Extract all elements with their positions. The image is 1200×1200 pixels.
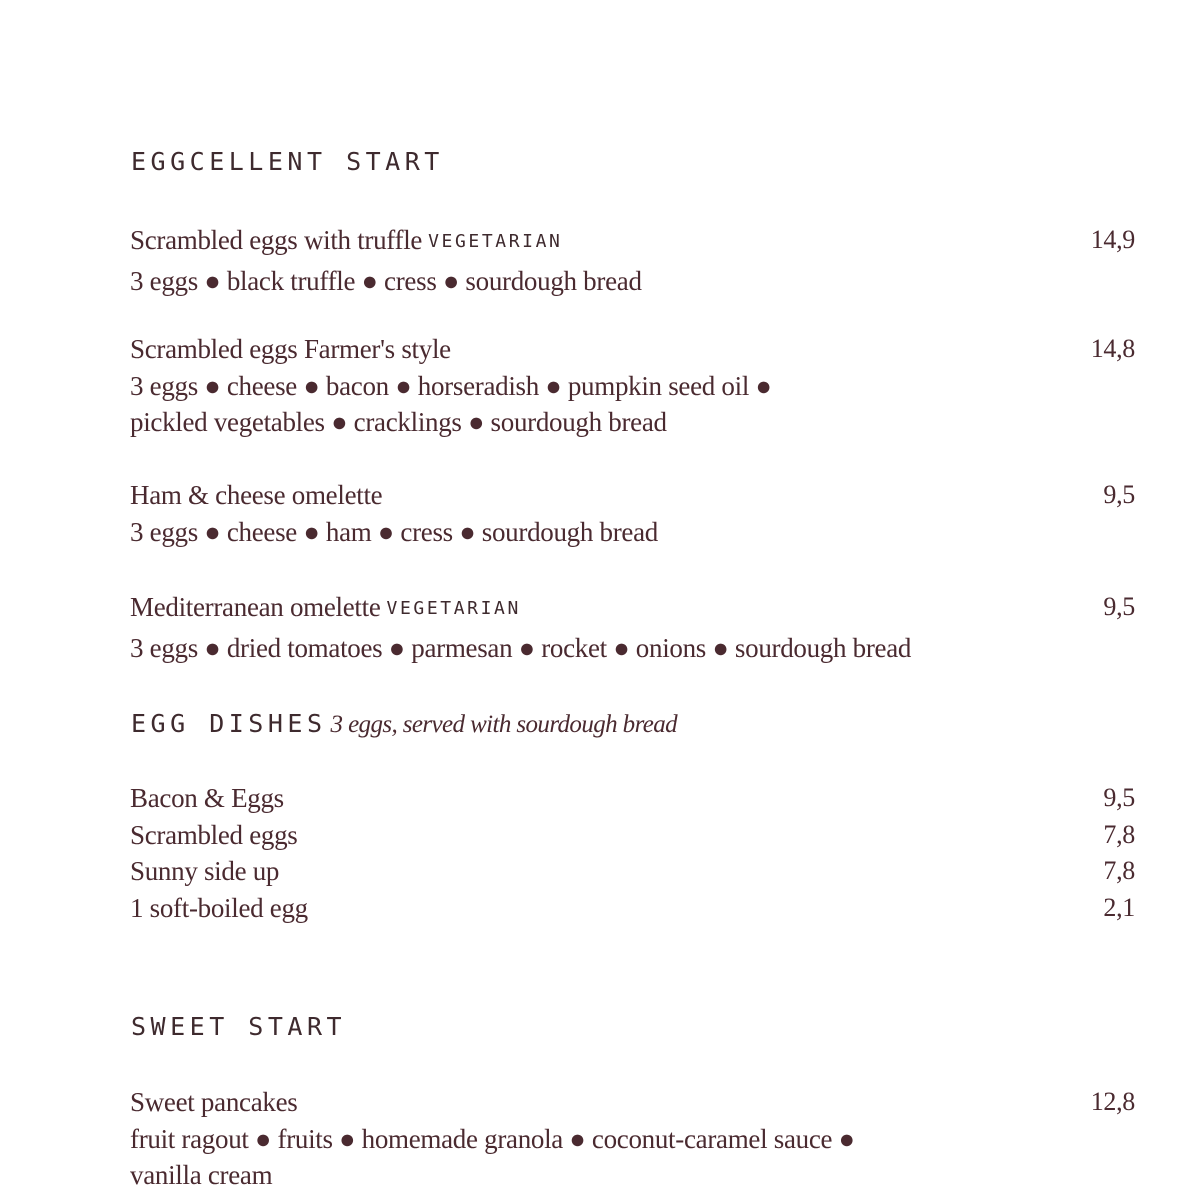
menu-item-name: Mediterranean omelette bbox=[130, 592, 381, 622]
menu-item-sweet-pancakes bbox=[130, 1084, 1135, 1194]
vegetarian-tag: VEGETARIAN bbox=[428, 231, 563, 252]
menu-item-description: 3 eggs ● cheese ● bacon ● horseradish ● pumpkin seed oil ● bbox=[130, 370, 772, 401]
menu-item-title-row bbox=[130, 222, 1135, 263]
section-heading-title: EGG DISHES bbox=[131, 709, 327, 738]
menu-item-title-row bbox=[130, 477, 1135, 514]
section-heading-eggcellent-start: EGGCELLENT START bbox=[131, 147, 444, 176]
list-item-price: 7,8 bbox=[1103, 856, 1135, 885]
list-item bbox=[130, 817, 1135, 854]
egg-dishes-list bbox=[130, 780, 1135, 926]
menu-item-description: vanilla cream bbox=[130, 1160, 273, 1190]
list-item bbox=[130, 780, 1135, 817]
list-item-name: Sunny side up bbox=[130, 856, 280, 886]
menu-item-title-row bbox=[130, 331, 1135, 368]
menu-item-name: Ham & cheese omelette bbox=[130, 480, 383, 510]
list-item-name: Scrambled eggs bbox=[130, 819, 298, 850]
section-heading-sweet-start: SWEET START bbox=[131, 1012, 347, 1041]
menu-item-scrambled-eggs-truffle bbox=[130, 222, 1135, 299]
list-item-price: 9,5 bbox=[1103, 783, 1135, 812]
menu-item-description: pickled vegetables ● cracklings ● sourdough bread bbox=[130, 407, 667, 437]
list-item bbox=[130, 890, 1135, 927]
menu-item-name: Scrambled eggs Farmer's style bbox=[130, 334, 451, 364]
menu-item-price: 9,5 bbox=[1103, 592, 1135, 621]
menu-item-price: 14,8 bbox=[1090, 334, 1135, 363]
list-item bbox=[130, 853, 1135, 890]
menu-item-ham-cheese-omelette bbox=[130, 477, 1135, 550]
menu-item-title-row bbox=[130, 1084, 1135, 1121]
menu-item-price: 12,8 bbox=[1090, 1087, 1135, 1116]
list-item-price: 7,8 bbox=[1103, 819, 1135, 849]
menu-item-description: 3 eggs ● dried tomatoes ● parmesan ● rocket ● onions ● sourdough bread bbox=[130, 632, 912, 663]
menu-item-mediterranean-omelette bbox=[130, 589, 1135, 666]
menu-item-scrambled-eggs-farmers-style bbox=[130, 331, 1135, 441]
section-heading-egg-dishes bbox=[131, 709, 677, 740]
menu-item-price: 14,9 bbox=[1090, 225, 1135, 254]
vegetarian-tag: VEGETARIAN bbox=[386, 598, 521, 619]
list-item-name: 1 soft-boiled egg bbox=[130, 892, 308, 923]
menu-item-description: 3 eggs ● black truffle ● cress ● sourdough bread bbox=[130, 265, 642, 296]
menu-item-price: 9,5 bbox=[1103, 480, 1135, 509]
list-item-price: 2,1 bbox=[1103, 892, 1135, 922]
menu-item-title-row bbox=[130, 589, 1135, 630]
section-subtitle: 3 eggs, served with sourdough bread bbox=[330, 711, 678, 738]
list-item-name: Bacon & Eggs bbox=[130, 783, 284, 813]
menu-item-name: Sweet pancakes bbox=[130, 1087, 298, 1117]
menu-item-description: 3 eggs ● cheese ● ham ● cress ● sourdough bread bbox=[130, 516, 658, 547]
menu-item-description: fruit ragout ● fruits ● homemade granola ● coconut-caramel sauce ● bbox=[130, 1123, 855, 1154]
menu-item-name: Scrambled eggs with truffle bbox=[130, 225, 423, 255]
